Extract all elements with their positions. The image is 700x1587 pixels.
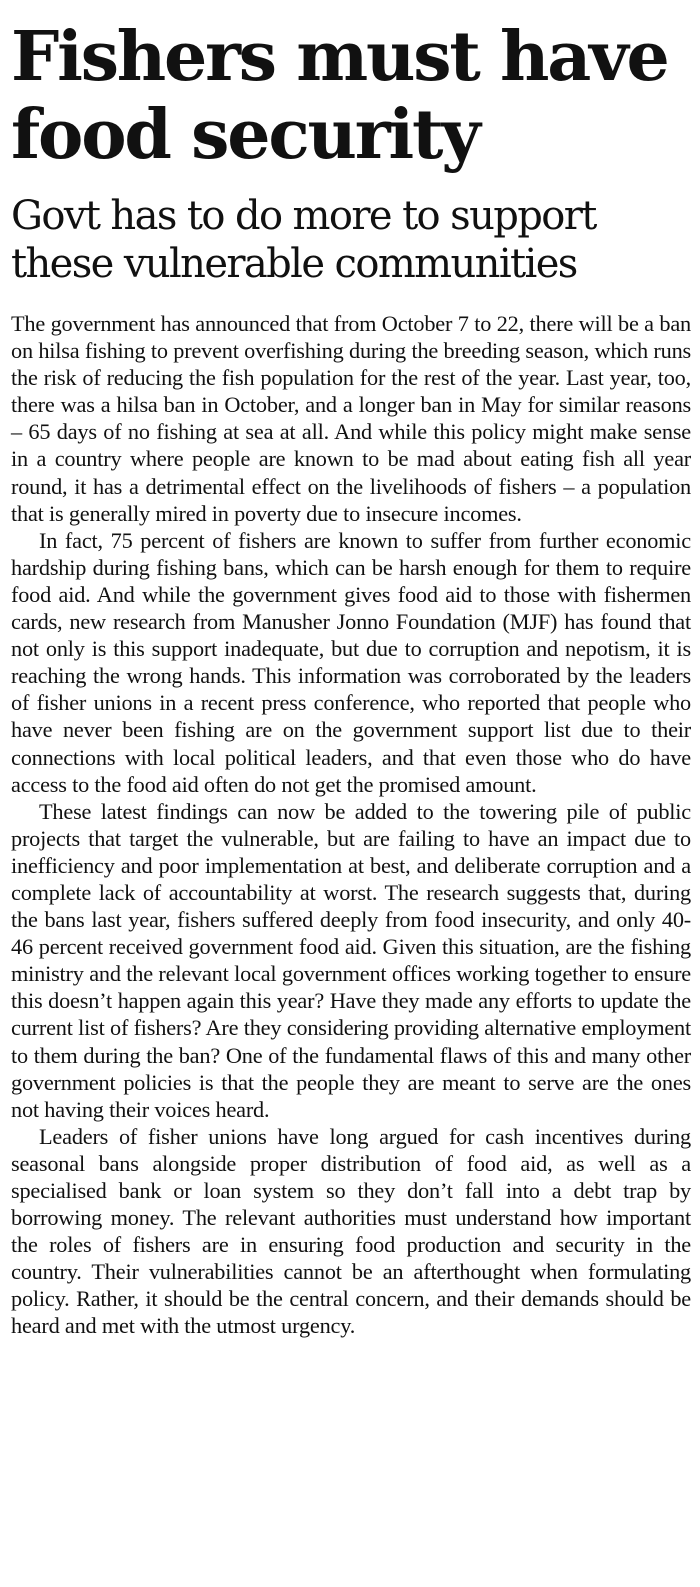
paragraph-1: The government has announced that from October 7 to 22, there will be a ban on hilsa fishing to prevent overfishing during the breeding season, which runs the risk of reducing the fish population for the rest of the year. Last year, too, there was a hilsa ban in October, and a longer ban in May for similar reasons – 65 days of no fishing at sea at all. And while this policy might make sense in a country where people are known to be mad about eating fish all year round, it has a detrimental effect on the livelihoods of fishers – a population that is generally mired in poverty due to insecure incomes.	[11, 311, 691, 526]
paragraph-3: These latest findings can now be added to the towering pile of public projects that target the vulnerable, but are failing to have an impact due to inefficiency and poor implementation at best, and deliberate corruption and a complete lack of accountability at worst. The research suggests that, during the bans last year, fishers suffered deeply from food insecurity, and only 40-46 percent received government food aid. Given this situation, are the fishing ministry and the relevant local government offices working together to ensure this doesn’t happen again this year? Have they made any efforts to update the current list of fishers? Are they considering providing alternative employment to them during the ban? One of the fundamental flaws of this and many other government policies is that the people they are meant to serve are the ones not having their voices heard.	[11, 798, 691, 1122]
article-body	[11, 310, 691, 1340]
paragraph-2: In fact, 75 percent of fishers are known to suffer from further economic hardship during fishing bans, which can be harsh enough for them to require food aid. And while the government gives food aid to those with fishermen cards, new research from Manusher Jonno Foundation (MJF) has found that not only is this support inadequate, but due to corruption and nepotism, it is reaching the wrong hands. This information was corroborated by the leaders of fisher unions in a recent press conference, who reported that people who have never been fishing are on the government support list due to their connections with local political leaders, and that even those who do have access to the food aid often do not get the promised amount.	[11, 527, 691, 797]
paragraph-4: Leaders of fisher unions have long argued for cash incentives during seasonal bans alongside proper distribution of food aid, as well as a specialised bank or loan system so they don’t fall into a debt trap by borrowing money. The relevant authorities must understand how important the roles of fishers are in ensuring food production and security in the country. Their vulnerabilities cannot be an afterthought when formulating policy. Rather, it should be the central concern, and their demands should be heard and met with the utmost urgency.	[11, 1123, 691, 1339]
subheadline-line-1: Govt has to do more to support	[11, 193, 596, 239]
headline-line-1: Fishers must have	[11, 17, 668, 97]
subheadline-line-2: these vulnerable communities	[11, 241, 577, 287]
subheadline	[11, 192, 691, 288]
headline-line-2: food security	[11, 95, 479, 175]
editorial-article	[11, 0, 691, 1340]
headline	[11, 18, 691, 174]
